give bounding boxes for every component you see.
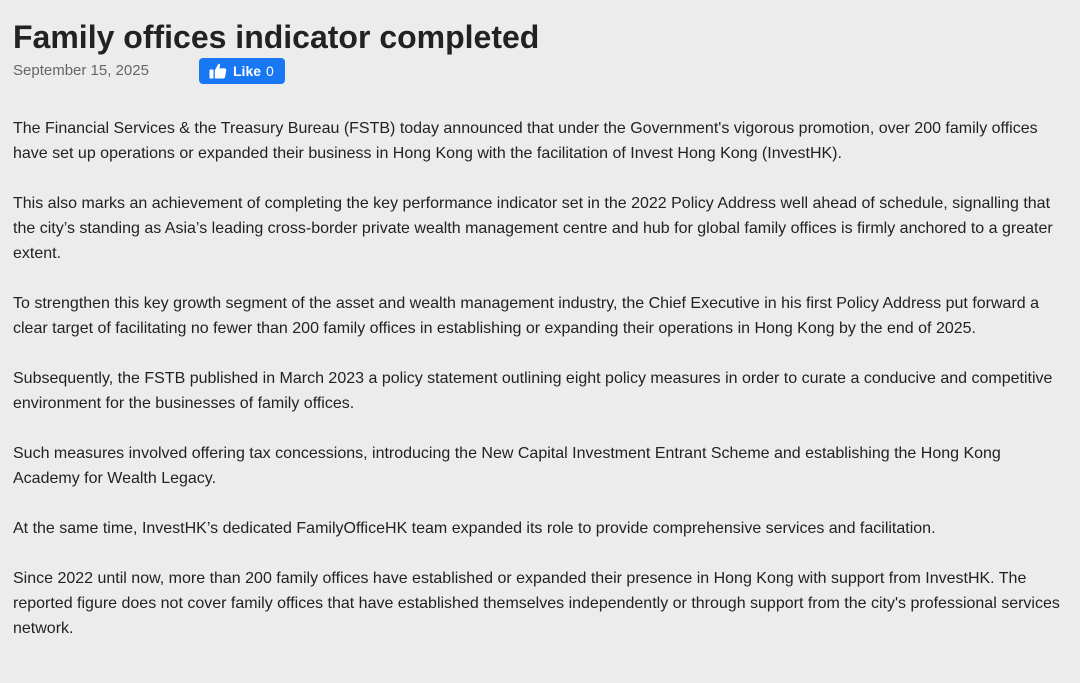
paragraph: Since 2022 until now, more than 200 family offices have established or expanded their presence in Hong Kong with support from InvestHK. The reported figure does not cover family offices that have established themselves independently or through support from the city's professional services network. xyxy=(13,570,1060,637)
like-button[interactable] xyxy=(199,58,285,84)
article-body xyxy=(13,116,1066,641)
like-label: Like xyxy=(233,63,262,79)
paragraph: To strengthen this key growth segment of the asset and wealth management industry, the Chief Executive in his first Policy Address put forward a clear target of facilitating no fewer than 200 family offices in establishing or expanding their operations in Hong Kong by the end of 2025. xyxy=(13,295,1040,337)
paragraph: At the same time, InvestHK’s dedicated FamilyOfficeHK team expanded its role to provide comprehensive services and facilitation. xyxy=(13,520,936,537)
article-meta xyxy=(13,56,1066,86)
publish-date: September 15, 2025 xyxy=(13,62,149,79)
paragraph: This also marks an achievement of completing the key performance indicator set in the 2022 Policy Address well ahead of schedule, signalling that the city’s standing as Asia’s leading cross-border private wealth management centre and hub for global family offices is firmly anchored to a greater extent. xyxy=(13,195,1053,262)
page-title: Family offices indicator completed xyxy=(13,19,540,55)
paragraph: Subsequently, the FSTB published in March 2023 a policy statement outlining eight policy measures in order to curate a conducive and competitive environment for the businesses of family offices. xyxy=(13,370,1053,412)
thumbs-up-icon xyxy=(209,63,227,79)
paragraph: The Financial Services & the Treasury Bureau (FSTB) today announced that under the Government's vigorous promotion, over 200 family offices have set up operations or expanded their business in Hong Kong with the facilitation of Invest Hong Kong (InvestHK). xyxy=(13,120,1038,162)
paragraph: Such measures involved offering tax concessions, introducing the New Capital Investment Entrant Scheme and establishing the Hong Kong Academy for Wealth Legacy. xyxy=(13,445,1001,487)
like-count: 0 xyxy=(266,63,274,79)
